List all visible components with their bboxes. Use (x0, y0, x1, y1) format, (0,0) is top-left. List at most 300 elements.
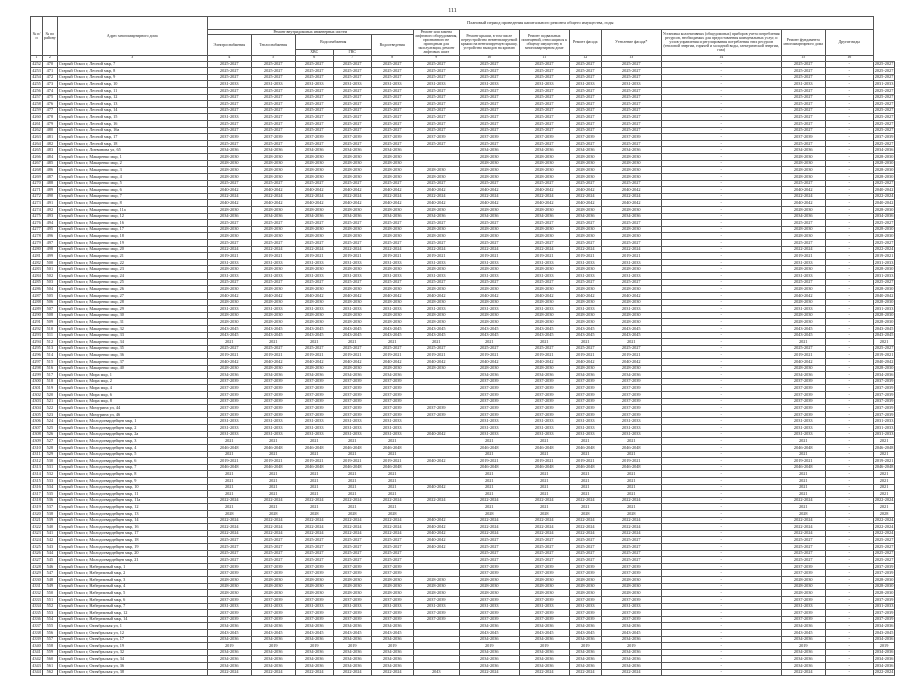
table-cell: 2043-2045 (333, 629, 371, 636)
table-cell: 2022-2024 (569, 497, 601, 504)
table-cell: Старый Оскол г, Макаренко мкр, 17 (57, 226, 207, 233)
table-cell: 2021 (873, 477, 895, 484)
table-cell: 2021 (295, 451, 333, 458)
table-cell: 2021 (207, 504, 251, 511)
table-cell: 2028-2030 (295, 299, 333, 306)
table-cell (413, 511, 459, 518)
table-cell: 2025-2027 (207, 345, 251, 352)
table-cell: 2025-2027 (519, 101, 569, 108)
table-row (31, 550, 895, 557)
table-cell: 2028-2030 (413, 286, 459, 293)
table-cell: 2037-2039 (569, 563, 601, 570)
table-cell: 2031-2033 (251, 425, 295, 432)
table-cell: 2028-2030 (601, 286, 661, 293)
table-cell: 2043-2045 (413, 332, 459, 339)
table-cell: 2022-2024 (874, 669, 894, 675)
table-cell: 2043-2045 (874, 325, 894, 331)
table-cell: 2022-2024 (413, 497, 459, 504)
table-row (31, 629, 895, 636)
table-cell: Старый Оскол г, Макаренко мкр, 16 (57, 220, 207, 227)
table-cell: 2025-2027 (459, 544, 519, 551)
table-cell: Старый Оскол г, Макаренко мкр, 25 (57, 279, 207, 286)
table-cell: 2031-2033 (519, 81, 569, 88)
table-cell: 2028-2030 (459, 167, 519, 174)
table-cell: 2031-2033 (874, 418, 894, 424)
table-cell: 4258 (32, 100, 41, 106)
table-cell: 2019-2021 (295, 352, 333, 359)
table-cell: - (661, 240, 781, 247)
table-cell: - (825, 140, 873, 147)
table-cell: 2028-2030 (295, 312, 333, 319)
table-cell: - (661, 325, 781, 332)
table-cell: Старый Оскол г, Молодогвардейцев мкр, 11 (57, 491, 207, 498)
table-cell: 2043-2045 (207, 325, 251, 332)
table-cell: 2025-2027 (333, 101, 371, 108)
table-cell: 2028-2030 (459, 173, 519, 180)
table-cell: 2019-2021 (781, 352, 825, 359)
table-cell: 4313 (32, 464, 41, 470)
table-cell: 2031-2033 (295, 306, 333, 313)
table-cell: 2031-2033 (519, 273, 569, 280)
table-cell: 2037-2039 (459, 570, 519, 577)
table-cell: 2022-2024 (371, 497, 413, 504)
table-cell: 2028-2030 (413, 206, 459, 213)
table-cell: 2025-2027 (207, 101, 251, 108)
table-cell: 2021 (873, 339, 895, 346)
table-cell: Старый Оскол г, Набережный мкр, 12 (57, 610, 207, 617)
table-cell: 2031-2033 (781, 431, 825, 438)
table-cell: - (825, 220, 873, 227)
table-cell: 2025-2027 (251, 550, 295, 557)
table-cell: 2037-2039 (295, 134, 333, 141)
table-cell: 4267 (32, 160, 41, 166)
table-cell: 2028-2030 (601, 583, 661, 590)
table-cell: 2028-2030 (295, 266, 333, 273)
table-cell: 2028-2030 (333, 206, 371, 213)
table-cell: 2019-2021 (459, 352, 519, 359)
table-cell: - (825, 358, 873, 365)
table-cell: 4277 (32, 226, 41, 232)
table-cell: Старый Оскол г, Октябрьская ул, 19 (57, 643, 207, 650)
table-cell: 2028-2030 (251, 577, 295, 584)
table-cell: 2025-2027 (413, 279, 459, 286)
table-cell: 2025-2027 (413, 127, 459, 134)
table-cell: 2025-2027 (874, 61, 894, 67)
table-cell: - (825, 636, 873, 643)
table-cell: 2028-2030 (874, 299, 894, 305)
table-cell: - (825, 134, 873, 141)
table-cell: - (661, 557, 781, 564)
table-cell: 2025-2027 (413, 107, 459, 114)
table-cell: 2025-2027 (371, 68, 413, 75)
table-cell: 2031-2033 (519, 259, 569, 266)
table-cell: - (661, 629, 781, 636)
table-cell: 2037-2039 (251, 392, 295, 399)
table-cell: 2022-2024 (519, 517, 569, 524)
table-cell: 2025-2027 (333, 114, 371, 121)
table-cell: 2021 (251, 477, 295, 484)
table-cell: 2025-2027 (781, 345, 825, 352)
table-cell: 2028-2030 (519, 590, 569, 597)
table-cell: 2028-2030 (781, 577, 825, 584)
table-row (31, 663, 895, 670)
table-cell: 2028-2030 (874, 160, 894, 166)
table-cell: 480 (43, 127, 58, 134)
table-row (31, 226, 895, 233)
table-cell: 2025-2027 (569, 550, 601, 557)
table-cell: Старый Оскол г, Макаренко мкр, 18 (57, 233, 207, 240)
table-row (31, 530, 895, 537)
table-cell: 2021 (251, 339, 295, 346)
table-cell: 2025-2027 (569, 68, 601, 75)
table-cell: 2028-2030 (601, 226, 661, 233)
table-cell (413, 623, 459, 630)
table-cell: 4285 (32, 279, 41, 285)
table-cell: 2022-2024 (459, 497, 519, 504)
table-cell: 2025-2027 (413, 74, 459, 81)
table-cell: 2037-2039 (781, 398, 825, 405)
table-cell: 2037-2039 (295, 610, 333, 617)
table-cell: 2021 (371, 339, 413, 346)
table-cell: - (825, 306, 873, 313)
table-cell: 2025-2027 (371, 557, 413, 564)
table-row (31, 246, 895, 253)
table-cell: Старый Оскол г, Макаренко мкр, 35 (57, 345, 207, 352)
table-row (31, 656, 895, 663)
table-cell: Старый Оскол г, Молодогвардейцев мкр, 13 (57, 511, 207, 518)
table-cell: 2031-2033 (569, 418, 601, 425)
table-cell: Старый Оскол г, Набережный мкр, 5 (57, 590, 207, 597)
column-number: 4 (207, 55, 251, 61)
table-cell: 2025-2027 (601, 550, 661, 557)
table-cell: 2028-2030 (295, 577, 333, 584)
table-cell: 2021 (569, 339, 601, 346)
table-cell: 2037-2039 (519, 134, 569, 141)
table-cell: 2028-2030 (371, 577, 413, 584)
table-cell: 2022-2024 (569, 669, 601, 676)
table-cell: 2037-2039 (371, 411, 413, 418)
table-cell: 2025-2027 (371, 240, 413, 247)
table-cell: 4325 (32, 543, 41, 549)
table-row (31, 451, 895, 458)
table-cell: 2025-2027 (459, 114, 519, 121)
table-cell: 4299 (32, 371, 41, 377)
table-cell: 545 (43, 557, 58, 564)
table-cell: - (661, 491, 781, 498)
table-cell (413, 629, 459, 636)
table-cell: - (661, 140, 781, 147)
table-cell: 4344 (32, 669, 41, 675)
table-cell: Старый Оскол г, Молодогвардейцев мкр, 10 (57, 484, 207, 491)
table-cell: 2034-2036 (519, 656, 569, 663)
table-cell: 2022-2024 (519, 524, 569, 531)
table-cell: Старый Оскол г, Октябрьская ул, 32 (57, 649, 207, 656)
table-cell: - (825, 292, 873, 299)
table-cell: 2043-2045 (207, 629, 251, 636)
table-cell: 2022-2024 (295, 246, 333, 253)
table-row (31, 187, 895, 194)
table-cell: 2025-2027 (207, 240, 251, 247)
table-cell: - (661, 484, 781, 491)
table-cell: 2021 (601, 484, 661, 491)
table-cell: 2025-2027 (413, 88, 459, 95)
table-cell: Старый Оскол г, Набережный мкр, 1 (57, 563, 207, 570)
table-cell: 2040-2042 (333, 358, 371, 365)
table-cell: 2025-2027 (569, 114, 601, 121)
table-cell: 2028-2030 (569, 160, 601, 167)
table-cell: 2034-2036 (781, 649, 825, 656)
table-cell (413, 649, 459, 656)
table-cell: 2034-2036 (874, 213, 894, 219)
table-cell: 2025-2027 (874, 279, 894, 285)
table-cell: 2031-2033 (333, 431, 371, 438)
table-cell: 2034-2036 (569, 623, 601, 630)
header-meters: Установка коллективных (общедомовых) приборов учета потребления ресурсов, необходимых для предоставления коммунальных услуг, и узлов управления и регулирования потребления этих ресурсов (тепловой энергии, горячей и холодной воды, электрической энергии, газа) (661, 30, 781, 56)
table-cell: 2034-2036 (569, 372, 601, 379)
table-cell: 2043-2045 (519, 325, 569, 332)
table-cell: 2034-2036 (333, 656, 371, 663)
table-cell: - (661, 392, 781, 399)
table-cell: 2019 (371, 643, 413, 650)
table-cell: 2034-2036 (601, 663, 661, 670)
table-cell: 2021 (295, 339, 333, 346)
table-cell: 2025-2027 (569, 279, 601, 286)
table-cell: - (661, 477, 781, 484)
table-cell: 2028-2030 (601, 590, 661, 597)
table-cell: 2037-2039 (295, 411, 333, 418)
table-row (31, 286, 895, 293)
table-cell: 2028-2030 (371, 206, 413, 213)
table-cell: 2037-2039 (874, 570, 894, 576)
table-cell: 2037-2039 (251, 385, 295, 392)
table-row (31, 603, 895, 610)
table-cell: 2040-2042 (413, 484, 459, 491)
table-cell: 2034-2036 (371, 663, 413, 670)
table-cell: 2031-2033 (207, 425, 251, 432)
table-cell: 2019-2021 (333, 352, 371, 359)
table-cell: 2025-2027 (207, 74, 251, 81)
table-cell: 2025-2027 (333, 537, 371, 544)
table-row (31, 596, 895, 603)
table-cell: - (825, 603, 873, 610)
table-cell: 2046-2048 (781, 464, 825, 471)
table-cell: 2037-2039 (519, 378, 569, 385)
table-cell: 2025-2027 (295, 537, 333, 544)
table-cell: 2019-2021 (874, 352, 894, 358)
table-cell: 2025-2027 (251, 279, 295, 286)
table-cell: 2028-2030 (519, 319, 569, 326)
table-cell: 2022-2024 (459, 530, 519, 537)
table-cell: Старый Оскол г, Мира мкр, 8 (57, 398, 207, 405)
table-cell: 2022-2024 (251, 530, 295, 537)
table-cell: 495 (43, 226, 58, 233)
table-cell: - (825, 88, 873, 95)
table-cell: 2022-2024 (781, 530, 825, 537)
table-cell: 2043-2045 (295, 325, 333, 332)
table-cell: 2037-2039 (333, 134, 371, 141)
table-cell: 2037-2039 (295, 405, 333, 412)
table-cell: 2034-2036 (874, 623, 894, 629)
table-cell: - (661, 405, 781, 412)
table-cell: 2031-2033 (295, 81, 333, 88)
table-cell: - (661, 68, 781, 75)
table-cell: - (825, 127, 873, 134)
table-cell: 2037-2039 (371, 392, 413, 399)
table-cell: 2037-2039 (874, 398, 894, 404)
table-cell: 2037-2039 (519, 385, 569, 392)
table-cell: - (825, 101, 873, 108)
table-cell: 2028-2030 (207, 160, 251, 167)
table-row (31, 154, 895, 161)
table-cell: - (825, 68, 873, 75)
table-cell: 2040-2042 (519, 358, 569, 365)
table-cell: 2021 (781, 438, 825, 445)
table-cell: 2034-2036 (295, 656, 333, 663)
table-cell: 2040-2042 (519, 187, 569, 194)
table-cell: 2021 (601, 504, 661, 511)
table-cell: Старый Оскол г, Макаренко мкр, 12 (57, 213, 207, 220)
table-cell: 2028 (519, 511, 569, 518)
table-cell: - (825, 497, 873, 504)
table-cell: 2022-2024 (251, 669, 295, 676)
table-cell: 2025-2027 (781, 61, 825, 68)
table-cell: 2034-2036 (781, 663, 825, 670)
table-cell: 2019-2021 (413, 352, 459, 359)
table-cell: 2022-2024 (295, 497, 333, 504)
table-cell: 4306 (32, 418, 41, 424)
table-cell: 2037-2039 (295, 392, 333, 399)
table-cell: 488 (43, 180, 58, 187)
table-cell: 527 (43, 438, 58, 445)
table-cell: 2021 (781, 471, 825, 478)
table-cell: 2034-2036 (459, 623, 519, 630)
table-cell: 2037-2039 (601, 398, 661, 405)
table-cell: 2022-2024 (781, 517, 825, 524)
table-cell: 2025-2027 (781, 101, 825, 108)
table-cell (413, 550, 459, 557)
table-row (31, 517, 895, 524)
table-cell: - (661, 339, 781, 346)
table-cell: 2043-2045 (874, 332, 894, 338)
table-cell: 2037-2039 (333, 392, 371, 399)
table-cell: 2031-2033 (519, 425, 569, 432)
table-cell: - (825, 121, 873, 128)
table-cell: 2028-2030 (781, 160, 825, 167)
table-cell: 2031-2033 (295, 418, 333, 425)
table-cell: 4305 (32, 411, 41, 417)
column-number: 9 (413, 55, 459, 61)
table-cell: - (825, 385, 873, 392)
table-cell: 2021 (295, 491, 333, 498)
table-cell: 2037-2039 (371, 610, 413, 617)
table-cell: 2040-2042 (371, 358, 413, 365)
table-cell: 2028-2030 (459, 319, 519, 326)
table-cell: 2022-2024 (371, 530, 413, 537)
table-cell: - (661, 530, 781, 537)
table-cell: 2019 (519, 643, 569, 650)
table-cell: 2040-2042 (251, 187, 295, 194)
table-cell: 2046-2048 (781, 444, 825, 451)
table-cell: 516 (43, 365, 58, 372)
table-cell: 2025-2027 (333, 345, 371, 352)
table-cell: 2028-2030 (874, 365, 894, 371)
table-cell: 2034-2036 (207, 623, 251, 630)
table-cell: Старый Оскол г, Макаренко мкр, 8 (57, 200, 207, 207)
table-cell: 2037-2039 (413, 596, 459, 603)
table-cell: 2040-2042 (781, 358, 825, 365)
table-cell: 510 (43, 325, 58, 332)
table-cell: 2025-2027 (519, 121, 569, 128)
table-cell: 517 (43, 372, 58, 379)
table-cell: 2031-2033 (601, 431, 661, 438)
table-cell: 2040-2042 (333, 187, 371, 194)
table-cell: 2025-2027 (413, 240, 459, 247)
table-cell: 2022-2024 (874, 523, 894, 529)
table-cell: 2025-2027 (874, 180, 894, 186)
table-cell: 2040-2042 (459, 358, 519, 365)
table-row (31, 160, 895, 167)
table-cell: 2037-2039 (251, 378, 295, 385)
table-cell: 4253 (32, 67, 41, 73)
table-cell: 2046-2048 (207, 464, 251, 471)
table-cell: 2034-2036 (601, 656, 661, 663)
table-cell: 2037-2039 (207, 378, 251, 385)
table-cell: 2022-2024 (601, 517, 661, 524)
table-row (31, 649, 895, 656)
table-cell: 2037-2039 (459, 616, 519, 623)
table-cell: 2037-2039 (251, 405, 295, 412)
table-cell: 2019 (459, 643, 519, 650)
table-cell: Старый Оскол г, Лесной мкр, 18 (57, 140, 207, 147)
table-cell: 2021 (569, 438, 601, 445)
table-cell: - (825, 319, 873, 326)
table-cell: 2037-2039 (333, 596, 371, 603)
table-cell: 2028-2030 (781, 286, 825, 293)
table-cell: 2040-2042 (207, 187, 251, 194)
table-cell: 546 (43, 563, 58, 570)
table-cell: 4321 (32, 517, 41, 523)
table-cell: - (825, 114, 873, 121)
table-cell: 555 (43, 623, 58, 630)
table-cell: 4266 (32, 153, 41, 159)
header-gvs: ГВС (333, 50, 371, 55)
table-cell: 2019-2021 (781, 458, 825, 465)
table-cell: 2034-2036 (207, 656, 251, 663)
table-cell: 2034-2036 (333, 649, 371, 656)
table-cell: 2025-2027 (371, 279, 413, 286)
table-cell: 2021 (781, 504, 825, 511)
table-cell: 2028-2030 (569, 167, 601, 174)
table-cell: - (825, 405, 873, 412)
table-cell: 2034-2036 (459, 636, 519, 643)
table-cell: 2028-2030 (781, 266, 825, 273)
table-cell: 2025-2027 (781, 127, 825, 134)
table-cell: 2037-2039 (519, 563, 569, 570)
header-internal-systems: Ремонт внутридомовых инженерных систем (207, 30, 413, 35)
table-cell: 2021 (251, 504, 295, 511)
table-cell: 2034-2036 (781, 623, 825, 630)
table-cell: - (825, 286, 873, 293)
table-cell: 2037-2039 (459, 610, 519, 617)
table-cell: 2043-2045 (371, 332, 413, 339)
table-cell: 2028-2030 (569, 206, 601, 213)
table-cell: 2019-2021 (251, 352, 295, 359)
table-row (31, 610, 895, 617)
table-cell: 2040-2042 (519, 292, 569, 299)
table-cell: 2025-2027 (519, 220, 569, 227)
table-cell: 2025-2027 (781, 544, 825, 551)
table-cell: 2028-2030 (207, 167, 251, 174)
